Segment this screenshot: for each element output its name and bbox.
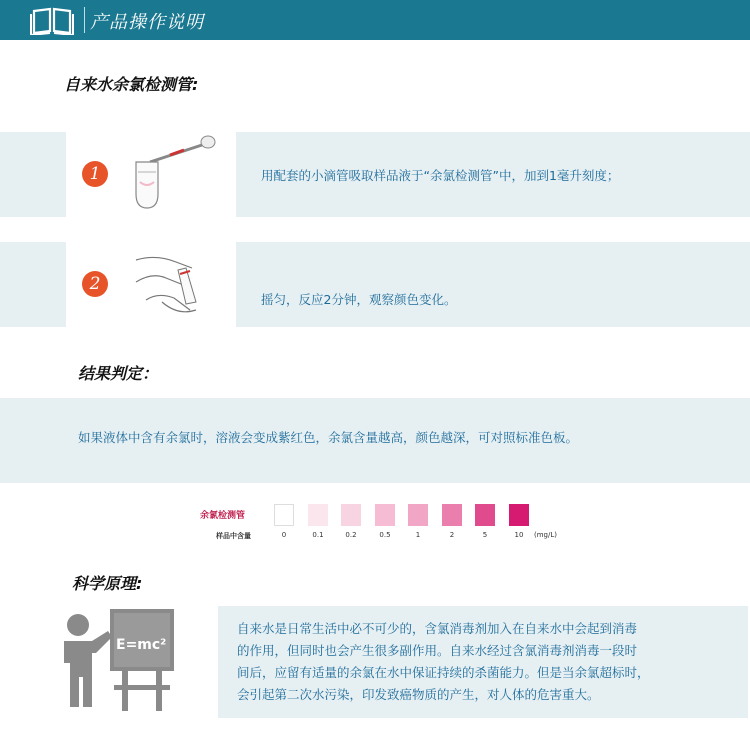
color-swatch-2 [341, 504, 361, 526]
science-heading: 科学原理: [72, 574, 143, 593]
color-level-label-7: 10 [514, 531, 524, 539]
board-formula: E=mc² [116, 637, 167, 653]
result-heading: 结果判定： [78, 364, 159, 383]
color-level-label-5: 2 [449, 531, 455, 539]
color-swatch-3 [375, 504, 395, 526]
teacher-board-icon [52, 603, 182, 715]
color-chart-row-label: 样品中含量 [216, 532, 251, 540]
science-line-4: 会引起第二次水污染，印发致癌物质的产生，对人体的危害重大。 [237, 687, 600, 702]
color-swatch-7 [509, 504, 529, 526]
section-header [0, 0, 750, 40]
science-text [237, 618, 729, 706]
color-level-label-4: 1 [415, 531, 421, 539]
result-text: 如果液体中含有余氯时，溶液会变成紫红色，余氯含量越高，颜色越深，可对照标准色板。 [78, 430, 579, 445]
color-swatch-1 [308, 504, 328, 526]
color-level-label-2: 0.2 [345, 531, 357, 539]
step-2-text: 摇匀，反应2分钟，观察颜色变化。 [261, 292, 457, 307]
color-level-label-0: 0 [281, 531, 287, 539]
header-title: 产品操作说明 [90, 12, 204, 33]
color-swatch-5 [442, 504, 462, 526]
color-chart-title: 余氯检测管 [200, 511, 246, 521]
color-level-label-6: 5 [482, 531, 488, 539]
color-chart-unit: (mg/L) [534, 531, 557, 539]
science-line-2: 的作用，但同时也会产生很多副作用。自来水经过含氯消毒剂消毒一段时 [237, 643, 638, 658]
science-line-1: 自来水是日常生活中必不可少的，含氯消毒剂加入在自来水中会起到消毒 [237, 621, 638, 636]
step-1-text: 用配套的小滴管吸取样品液于“余氯检测管”中，加到1毫升刻度； [261, 168, 620, 183]
step-2-number: 2 [82, 271, 108, 297]
color-swatch-4 [408, 504, 428, 526]
color-swatch-0 [274, 504, 294, 526]
color-swatch-6 [475, 504, 495, 526]
color-level-label-3: 0.5 [379, 531, 391, 539]
tube-heading: 自来水余氯检测管: [64, 75, 199, 94]
step-1-number: 1 [82, 161, 108, 187]
book-icon [28, 5, 76, 35]
science-line-3: 间后，应留有适量的余氯在水中保证持续的杀菌能力。但是当余氯超标时， [237, 665, 650, 680]
header-divider [84, 7, 85, 33]
color-level-label-1: 0.1 [312, 531, 324, 539]
